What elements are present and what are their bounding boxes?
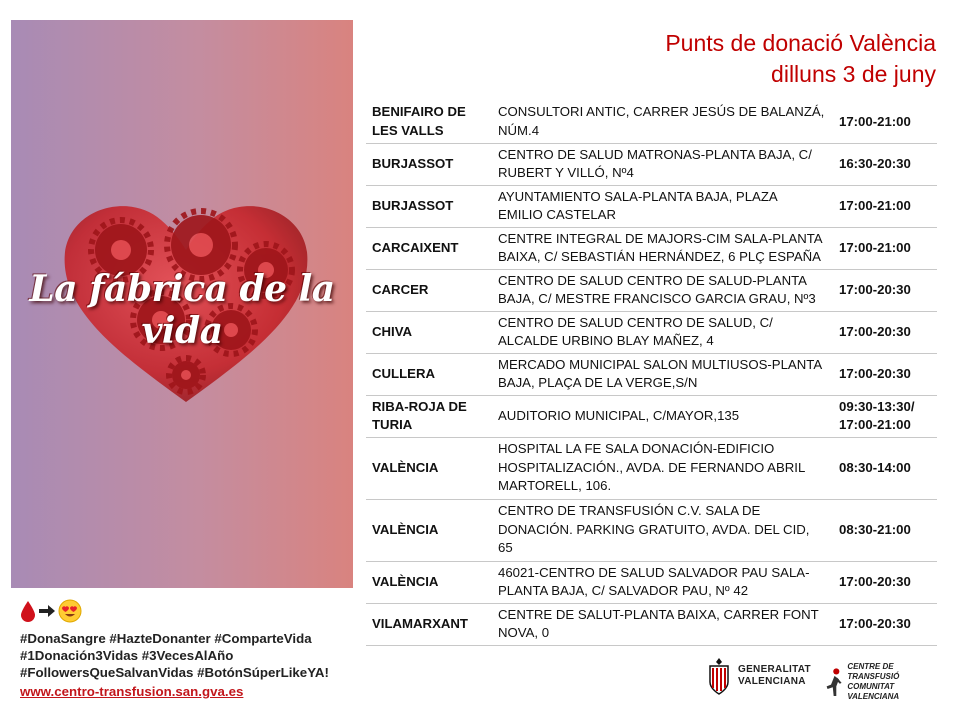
schedule-address [494,561,835,603]
schedule-town-line: VALÈNCIA [372,521,439,537]
schedule-address-line: ALCALDE URBINO BLAY MAÑEZ, 4 [498,333,714,348]
website-link[interactable]: www.centro-transfusion.san.gva.es [20,684,244,699]
generalitat-line-1: GENERALITAT [738,664,811,675]
schedule-row [366,185,937,227]
schedule-hours-line: 09:30-13:30/ [839,398,915,414]
schedule-town-line: VILAMARXANT [372,615,468,631]
schedule-hours [835,561,937,603]
page-header [665,28,936,90]
schedule-town [366,353,494,395]
schedule-hours [835,227,937,269]
schedule-row [366,437,937,499]
schedule-town [366,561,494,603]
schedule-address-line: CONSULTORI ANTIC, CARRER JESÚS DE BALANZÁ, [498,104,825,120]
generalitat-line-2: VALENCIANA [738,676,806,687]
schedule-hours-line: 08:30-21:00 [839,521,911,537]
generalitat-shield-icon [706,656,732,696]
schedule-address-line: DONACIÓN. PARKING GRATUITO, AVDA. DEL CID, [498,521,810,537]
schedule-town-line: BURJASSOT [372,197,454,213]
schedule-address [494,395,835,437]
schedule-hours-line: 17:00-21:00 [839,197,911,213]
schedule-address [494,353,835,395]
schedule-address-line: MERCADO MUNICIPAL SALON MULTIUSOS-PLANTA [498,356,823,372]
schedule-address [494,143,835,185]
hashtag-list [20,630,360,681]
schedule-address-line: AUDITORIO MUNICIPAL, C/MAYOR,135 [498,407,740,423]
schedule-row [366,395,937,437]
schedule-hours [835,143,937,185]
schedule-town-line: BURJASSOT [372,155,454,171]
schedule-town [366,603,494,645]
schedule-address-line: CENTRO DE SALUD CENTRO DE SALUD-PLANTA [498,272,807,288]
schedule-address [494,185,835,227]
schedule-hours-line: 08:30-14:00 [839,459,911,475]
schedule-hours-line: 17:00-21:00 [839,239,911,255]
schedule-town [366,311,494,353]
schedule-address [494,311,835,353]
schedule-address-line: 65 [498,540,513,556]
schedule-hours-line: 17:00-20:30 [839,281,911,297]
schedule-town [366,101,494,143]
poster-title: La fábrica de la vida [29,268,335,352]
schedule-town [366,499,494,561]
schedule-address-line: CENTRO DE SALUD MATRONAS-PLANTA BAJA, C/ [498,146,812,162]
schedule-address-line: BAJA, C/ MESTRE FRANCISCO GARCIA GRAU, Nº3 [498,291,816,306]
page-title: Punts de donació València [665,30,936,56]
heart-eyes-emoji-icon [58,599,82,623]
generalitat-logo [706,656,811,696]
schedule-address-line: MARTORELL, 106. [498,478,612,494]
schedule-address-line: BAIXA, C/ SEBASTIÁN HERNÁNDEZ, 6 PLÇ ESPAÑA [498,249,821,264]
schedule-town-line: CARCAIXENT [372,239,459,255]
schedule-row [366,353,937,395]
schedule-address-line: HOSPITALIZACIÓN., AVDA. DE FERNANDO ABRIL [498,459,806,475]
schedule-town-line: RIBA-ROJA DE [372,398,467,414]
donation-schedule-table [366,101,937,646]
ctcv-logo [824,662,936,702]
ctcv-line-1: CENTRE DE TRANSFUSIÓ [847,662,900,681]
schedule-town-line: TURIA [372,417,413,432]
schedule-town [366,437,494,499]
schedule-address-line: CENTRE DE SALUT-PLANTA BAIXA, CARRER FONT [498,606,819,622]
campaign-poster [11,20,353,588]
schedule-address [494,269,835,311]
schedule-town [366,185,494,227]
schedule-address [494,437,835,499]
schedule-town [366,227,494,269]
schedule-row [366,561,937,603]
schedule-address-line: NOVA, 0 [498,625,550,640]
schedule-address-line: CENTRO DE TRANSFUSIÓN C.V. SALA DE [498,503,761,519]
schedule-hours-line: 17:00-21:00 [839,113,911,129]
schedule-hours [835,395,937,437]
schedule-address-line: CENTRO DE SALUD CENTRO DE SALUD, C/ [498,314,773,330]
schedule-town-line: CARCER [372,281,429,297]
schedule-row [366,603,937,645]
schedule-town-line: VALÈNCIA [372,573,439,589]
schedule-hours [835,603,937,645]
schedule-town [366,269,494,311]
ctcv-figure-icon [824,665,843,699]
schedule-address [494,227,835,269]
schedule-town-line: CULLERA [372,365,436,381]
schedule-address-line: CENTRE INTEGRAL DE MAJORS-CIM SALA-PLANTA [498,230,823,246]
schedule-town-line: VALÈNCIA [372,459,439,475]
schedule-hours [835,311,937,353]
schedule-address-line: BAJA, PLAÇA DE LA VERGE,S/N [498,375,698,390]
schedule-row [366,227,937,269]
schedule-hours [835,437,937,499]
schedule-hours [835,499,937,561]
schedule-row [366,143,937,185]
schedule-town [366,395,494,437]
schedule-address-line: HOSPITAL LA FE SALA DONACIÓN-EDIFICIO [498,441,775,457]
schedule-town-line: LES VALLS [372,122,444,138]
page-date: dilluns 3 de juny [771,61,936,87]
schedule-address-line: NÚM.4 [498,122,540,138]
schedule-hours-line: 17:00-21:00 [839,417,911,432]
schedule-address [494,499,835,561]
blood-drop-icon [20,600,36,622]
schedule-row [366,101,937,143]
schedule-address-line: 46021-CENTRO DE SALUD SALVADOR PAU SALA- [498,564,810,580]
arrow-right-icon [38,604,56,618]
schedule-row [366,269,937,311]
schedule-town [366,143,494,185]
schedule-address-line: RUBERT Y VILLÓ, Nº4 [498,165,634,180]
hashtag-line: #DonaSangre #HazteDonanter #ComparteVida [20,631,312,646]
schedule-hours-line: 17:00-20:30 [839,365,911,381]
schedule-address [494,101,835,143]
schedule-row [366,311,937,353]
schedule-address-line: PLANTA BAJA, C/ SALVADOR PAU, Nº 42 [498,583,749,598]
donation-icon-row [20,598,82,624]
schedule-row [366,499,937,561]
schedule-hours-line: 17:00-20:30 [839,615,911,631]
ctcv-line-2: COMUNITAT VALENCIANA [847,682,900,701]
schedule-hours-line: 17:00-20:30 [839,573,911,589]
schedule-address-line: EMILIO CASTELAR [498,207,616,222]
schedule-hours [835,185,937,227]
schedule-hours-line: 16:30-20:30 [839,155,911,171]
schedule-town-line: BENIFAIRO DE [372,104,466,120]
footer-logos [706,656,936,702]
hashtag-line: #1Donación3Vidas #3VecesAlAño [20,648,234,663]
schedule-hours [835,269,937,311]
schedule-town-line: CHIVA [372,323,413,339]
schedule-hours-line: 17:00-20:30 [839,323,911,339]
schedule-address [494,603,835,645]
schedule-address-line: AYUNTAMIENTO SALA-PLANTA BAJA, PLAZA [498,188,778,204]
hashtag-line: #FollowersQueSalvanVidas #BotónSúperLikeYA! [20,665,329,680]
schedule-hours [835,353,937,395]
schedule-hours [835,101,937,143]
